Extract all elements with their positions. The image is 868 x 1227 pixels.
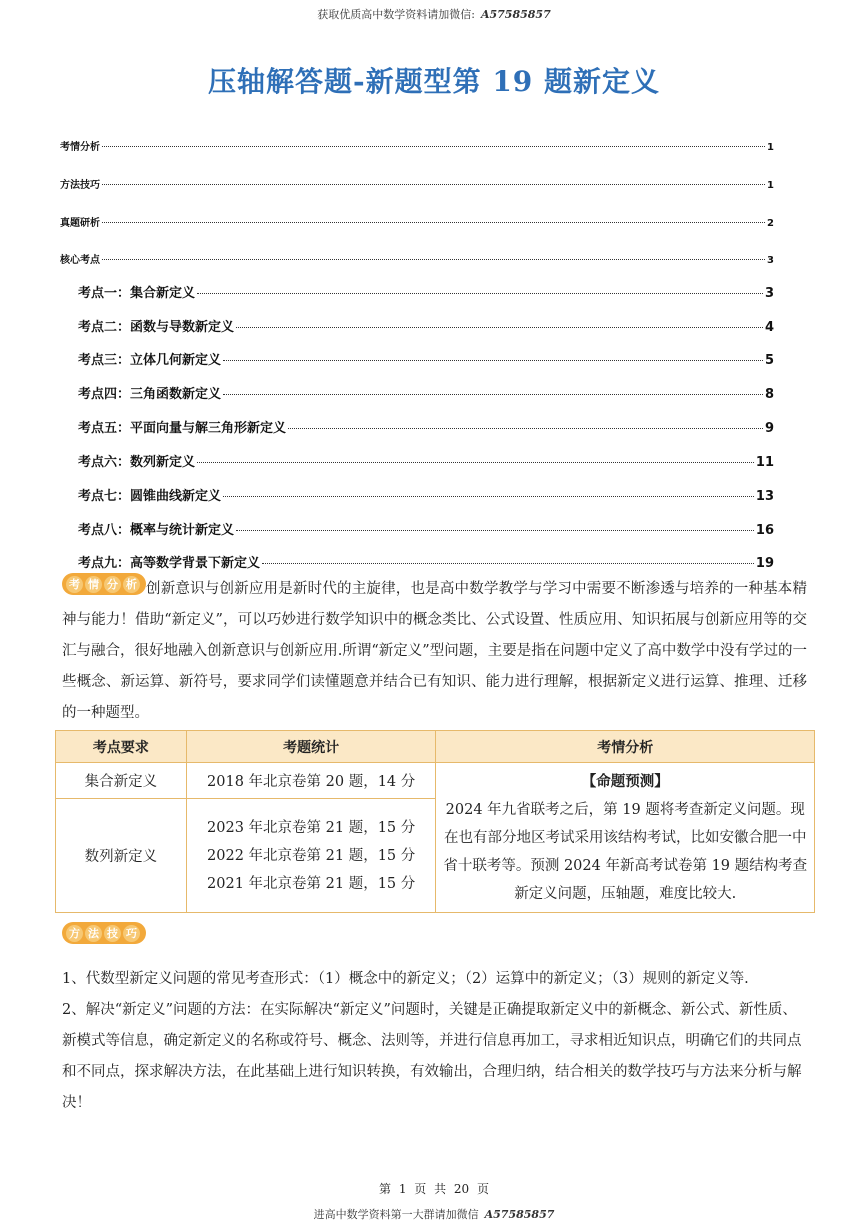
toc-label: 考点九：高等数学背景下新定义 xyxy=(78,556,261,571)
toc-page: 19 xyxy=(755,556,774,571)
header-note-text: 获取优质高中数学资料请加微信: xyxy=(317,8,475,21)
toc-page: 8 xyxy=(764,387,774,402)
section-badge-kaoqing: 考 情 分 析 xyxy=(62,573,146,595)
method-item: 2、解决“新定义”问题的方法：在实际解决“新定义”问题时，关键是正确提取新定义中的新概念、新公式、新性质、新模式等信息，确定新定义的名称或符号、概念、法则等，并进行信息再加工，寻求相近知识点，明确它们的共同点和不同点，探求解决方法，在此基础上进行知识转换，有效输出，合理归纳，结合相关的数学技巧与方法来分析与解决！ xyxy=(62,1002,802,1111)
toc-entry[interactable] xyxy=(60,138,774,153)
intro-paragraph: 创新意识与创新应用是新时代的主旋律，也是高中数学教学与学习中需要不断渗透与培养的一种基本精神与能力！借助“新定义”，可以巧妙进行数学知识中的概念类比、公式设置、性质应用、知识拓展与创新应用等的交汇与融合，很好地融入创新意识与创新应用.所谓“新定义”型问题，主要是指在问题中定义了高中数学中没有学过的一些概念、新运算、新符号，要求同学们读懂题意并结合已有知识、能力进行理解，根据新定义进行运算、推理、迁移的一种题型。 xyxy=(62,581,807,721)
toc-entry[interactable] xyxy=(78,316,774,335)
toc-label: 考点七：圆锥曲线新定义 xyxy=(78,489,222,504)
table-header: 考题统计 xyxy=(186,731,436,763)
page-title: 压轴解答题-新题型第 19 题新定义 xyxy=(207,65,661,98)
toc-entry[interactable] xyxy=(60,251,774,266)
table-cell: 集合新定义 xyxy=(56,763,187,799)
toc-page: 5 xyxy=(764,353,774,368)
footer-note-text: 进高中数学资料第一大群请加微信 xyxy=(313,1208,479,1221)
toc-page: 1 xyxy=(767,180,774,191)
toc-label: 考点四：三角函数新定义 xyxy=(78,387,222,402)
toc-page: 11 xyxy=(755,455,774,470)
toc-page: 2 xyxy=(767,218,774,229)
toc-page: 4 xyxy=(764,320,774,335)
toc-label: 考点五：平面向量与解三角形新定义 xyxy=(78,421,287,436)
toc-label: 考点三：立体几何新定义 xyxy=(78,353,222,368)
method-item: 1、代数型新定义问题的常见考查形式：（1）概念中的新定义；（2）运算中的新定义；（3）规则的新定义等. xyxy=(62,971,749,987)
toc-entry[interactable] xyxy=(60,176,774,191)
prediction-title: 【命题预测】 xyxy=(581,773,669,790)
table-cell: 数列新定义 xyxy=(56,799,187,913)
page-number: 第 1 页 共 20 页 xyxy=(379,1182,489,1196)
toc-page: 1 xyxy=(767,142,774,153)
toc-entry[interactable] xyxy=(60,214,774,229)
header-wechat-code: A57585857 xyxy=(480,8,551,21)
toc-label: 真题研析 xyxy=(60,218,100,229)
toc-page: 3 xyxy=(767,255,774,266)
footer-note xyxy=(0,1206,868,1222)
prediction-text: 2024 年九省联考之后，第 19 题将考查新定义问题。现在也有部分地区考试采用该结构考试，比如安徽合肥一中省十联考等。预测 2024 年新高考试卷第 19 题结构考查新定义问题，压轴题，难度比较大. xyxy=(443,801,808,902)
section-badge-fangfa: 方 法 技 巧 xyxy=(62,922,146,944)
toc-entry[interactable] xyxy=(78,552,774,571)
table-cell: 2018 年北京卷第 20 题，14 分 xyxy=(186,763,436,799)
toc-entry[interactable] xyxy=(78,451,774,470)
toc-page: 13 xyxy=(755,489,774,504)
table-header: 考点要求 xyxy=(56,731,187,763)
toc-page: 3 xyxy=(764,286,774,301)
toc-page: 16 xyxy=(755,523,774,538)
toc-label: 考点六：数列新定义 xyxy=(78,455,196,470)
analysis-cell xyxy=(436,763,815,913)
exam-stats-table xyxy=(55,730,815,913)
toc-label: 方法技巧 xyxy=(60,180,100,191)
toc-entry[interactable] xyxy=(78,383,774,402)
table-header: 考情分析 xyxy=(436,731,815,763)
toc-label: 考情分析 xyxy=(60,142,100,153)
toc-entry[interactable] xyxy=(78,417,774,436)
toc-entry[interactable] xyxy=(78,485,774,504)
toc-label: 考点一：集合新定义 xyxy=(78,286,196,301)
footer-wechat-code: A57585857 xyxy=(484,1208,555,1221)
toc-page: 9 xyxy=(764,421,774,436)
toc-entry[interactable] xyxy=(78,349,774,368)
toc-entry[interactable] xyxy=(78,519,774,538)
toc-label: 核心考点 xyxy=(60,255,100,266)
header-note xyxy=(0,6,868,22)
methods-list xyxy=(62,964,810,1119)
toc-label: 考点二：函数与导数新定义 xyxy=(78,320,235,335)
toc-entry[interactable] xyxy=(78,282,774,301)
toc-label: 考点八：概率与统计新定义 xyxy=(78,523,235,538)
table-cell: 2023 年北京卷第 21 题，15 分 2022 年北京卷第 21 题，15 分 2021 年北京卷第 21 题，15 分 xyxy=(186,799,436,913)
